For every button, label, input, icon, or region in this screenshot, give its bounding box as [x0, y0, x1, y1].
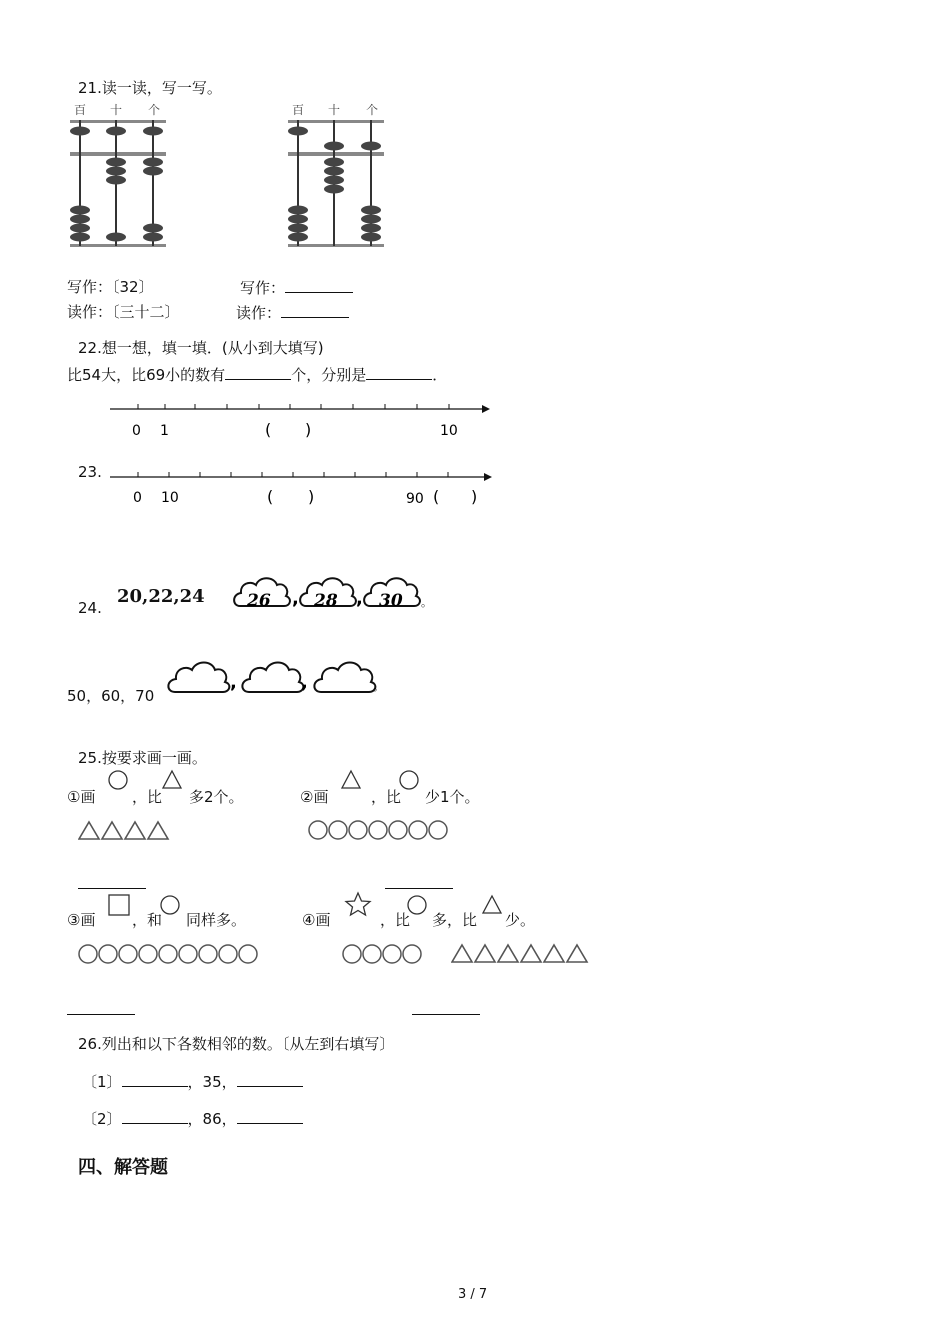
q25-p1-c: 多2个。 — [189, 788, 244, 806]
svg-text:,: , — [301, 672, 308, 693]
answer-blank[interactable] — [122, 1109, 188, 1124]
q23-num: 23. — [78, 463, 102, 481]
circle-icon — [158, 893, 182, 917]
answer-blank[interactable] — [412, 998, 480, 1015]
triangle-row-4 — [78, 820, 173, 842]
abacus-label-tens: 十 — [328, 103, 341, 117]
q22-title: 22.想一想，填一填．(从小到大填写) — [78, 339, 324, 357]
q25-p1-b: ，比 — [132, 788, 163, 806]
tick-paren: ( — [267, 487, 274, 506]
page-number: 3 / 7 — [458, 1287, 488, 1302]
abacus-right — [284, 100, 389, 252]
q21-title: 21.读一读，写一写。 — [78, 79, 222, 97]
svg-text:,: , — [292, 588, 299, 609]
circle-icon — [405, 893, 429, 917]
q25-p2-c: 少1个。 — [425, 788, 480, 806]
cloud-number: 30 — [379, 591, 403, 611]
tick-label: 0 — [133, 490, 142, 506]
q25-p4-d: 少。 — [505, 911, 536, 929]
answer-blank[interactable] — [237, 1072, 303, 1087]
tick-paren: ) — [305, 420, 312, 439]
q25-p4-a: ④画 — [302, 911, 331, 929]
q26-row-2: 〔2〕 ，86， — [82, 1109, 303, 1128]
tick-label: 1 — [160, 423, 169, 439]
period: 。 — [373, 680, 384, 693]
answer-blank[interactable] — [385, 872, 453, 889]
answer-blank[interactable] — [122, 1072, 188, 1087]
number-line-1 — [110, 398, 495, 443]
q24-seq1: 20,22,24 — [117, 586, 205, 607]
q21-right-write: 写作： — [240, 278, 353, 297]
q25-title: 25.按要求画一画。 — [78, 749, 207, 767]
number-line-2 — [110, 466, 495, 511]
abacus-label-tens: 十 — [110, 103, 123, 117]
q24-num: 24. — [78, 599, 102, 617]
triangle-row-6 — [451, 943, 591, 965]
abacus-label-hundreds: 百 — [292, 103, 305, 117]
q21-left-read: 读作：〔三十二〕 — [67, 303, 180, 321]
triangle-icon — [480, 893, 504, 917]
q25-p1-a: ①画 — [67, 788, 96, 806]
triangle-icon — [339, 768, 363, 792]
abacus-label-hundreds: 百 — [74, 103, 87, 117]
answer-blank-list[interactable] — [366, 365, 432, 380]
answer-blank[interactable] — [78, 872, 146, 889]
tick-paren: ( — [265, 420, 272, 439]
triangle-icon — [160, 768, 184, 792]
period: 。 — [421, 596, 432, 609]
answer-blank[interactable] — [237, 1109, 303, 1124]
tick-paren: ) — [308, 487, 315, 506]
circle-icon — [397, 768, 421, 792]
cloud-row-1 — [230, 572, 435, 612]
cloud-row-2 — [162, 656, 387, 698]
q24-seq2: 50，60，70 — [67, 687, 155, 705]
abacus-label-ones: 个 — [366, 103, 379, 117]
tick-label: 90 — [406, 491, 424, 507]
answer-blank[interactable] — [67, 998, 135, 1015]
answer-blank-count[interactable] — [225, 365, 291, 380]
answer-blank[interactable] — [285, 278, 353, 293]
q22-question: 比54大，比69小的数有 个，分别是 ． — [67, 366, 448, 384]
q25-p2-b: ，比 — [371, 788, 402, 806]
circle-row-9 — [77, 943, 267, 965]
cloud-number: 28 — [314, 591, 338, 611]
q21-right-read: 读作： — [236, 303, 349, 322]
star-icon — [342, 891, 374, 917]
q25-p3-c: 同样多。 — [186, 911, 247, 929]
q25-p2-a: ②画 — [300, 788, 329, 806]
q25-p4-c: 多，比 — [432, 911, 478, 929]
q26-row-1: 〔1〕 ，35， — [82, 1072, 303, 1091]
square-icon — [106, 893, 132, 917]
q25-p3-a: ③画 — [67, 911, 96, 929]
svg-text:,: , — [356, 588, 363, 609]
circle-row-7 — [307, 819, 455, 841]
q25-p4-b: ，比 — [380, 911, 411, 929]
tick-label: 0 — [132, 423, 141, 439]
cloud-number: 26 — [247, 591, 271, 611]
abacus-left — [66, 100, 171, 252]
q21-left-write: 写作：〔32〕 — [67, 278, 154, 296]
svg-text:,: , — [230, 672, 237, 693]
circle-row-4 — [341, 943, 429, 965]
answer-blank[interactable] — [281, 303, 349, 318]
q26-title: 26.列出和以下各数相邻的数。〔从左到右填写〕 — [78, 1035, 395, 1053]
tick-label: 10 — [161, 490, 179, 506]
section-heading: 四、解答题 — [78, 1157, 168, 1178]
q25-p3-b: ，和 — [132, 911, 163, 929]
tick-label: 10 — [440, 423, 458, 439]
circle-icon — [106, 768, 130, 792]
abacus-label-ones: 个 — [148, 103, 161, 117]
tick-paren: ) — [471, 487, 478, 506]
tick-paren: ( — [433, 487, 440, 506]
